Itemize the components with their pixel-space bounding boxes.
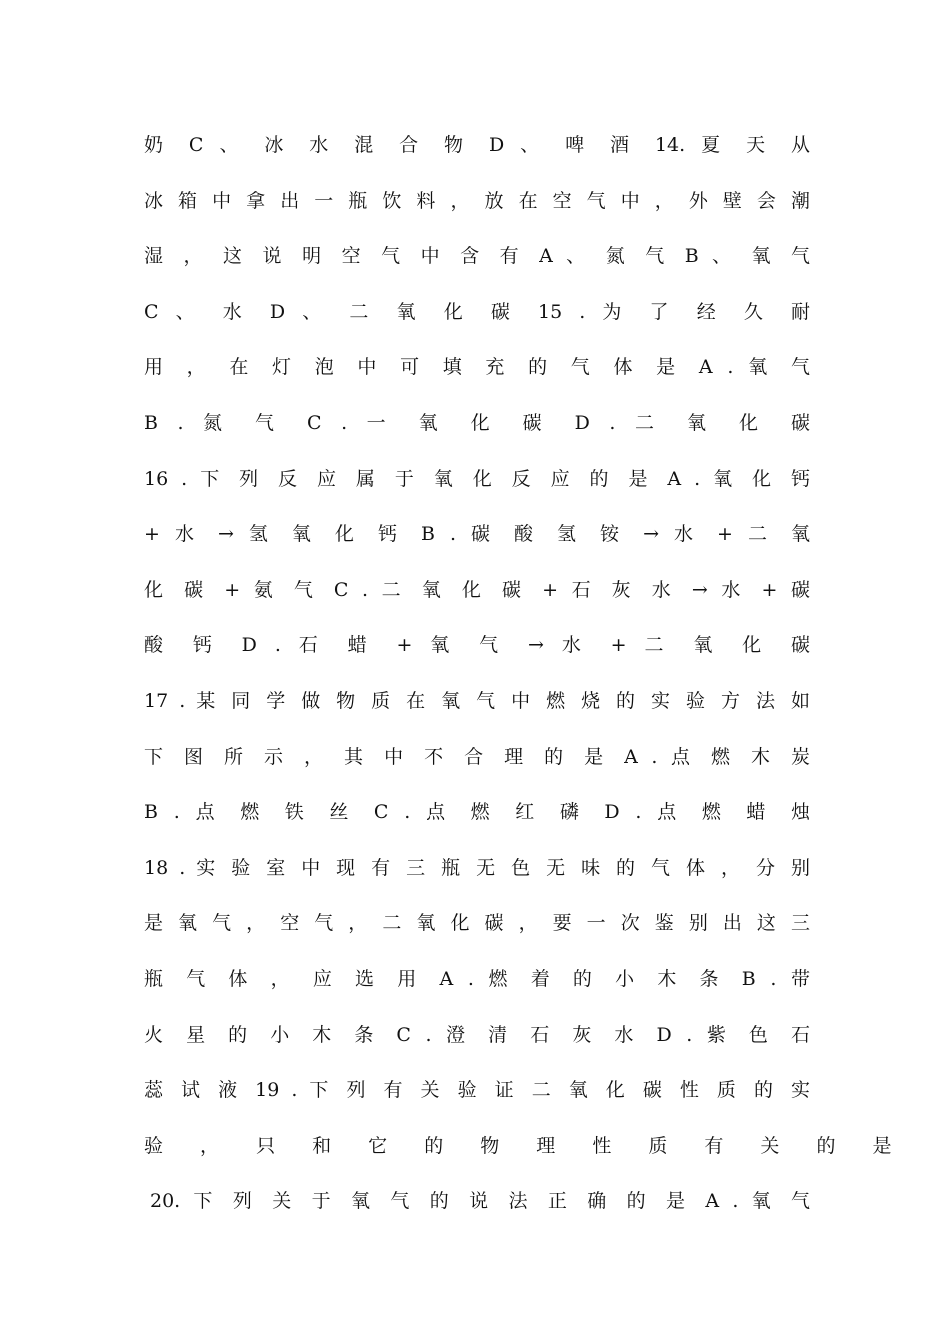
text-line-20: 20. 下 列 关 于 氧 气 的 说 法 正 确 的 是 A . 氧 气 <box>150 1190 810 1212</box>
text-line-1: 奶 C 、 冰 水 混 合 物 D 、 啤 酒 14. 夏 天 从 <box>144 134 810 156</box>
text-line-3: 湿 ， 这 说 明 空 气 中 含 有 A 、 氮 气 B 、 氧 气 <box>144 245 810 267</box>
text-line-2: 冰 箱 中 拿 出 一 瓶 饮 料 ， 放 在 空 气 中 ， 外 壁 会 潮 <box>144 190 810 212</box>
text-line-5: 用 ， 在 灯 泡 中 可 填 充 的 气 体 是 A . 氧 气 <box>144 356 810 378</box>
text-line-16: 瓶 气 体 ， 应 选 用 A . 燃 着 的 小 木 条 B . 带 <box>144 968 810 990</box>
text-line-8: + 水 → 氢 氧 化 钙 B . 碳 酸 氢 铵 → 水 + 二 氧 <box>144 523 810 545</box>
text-line-12: 下 图 所 示 ， 其 中 不 合 理 的 是 A . 点 燃 木 炭 <box>144 746 810 768</box>
text-line-17: 火 星 的 小 木 条 C . 澄 清 石 灰 水 D . 紫 色 石 <box>144 1024 810 1046</box>
text-line-7: 16 . 下 列 反 应 属 于 氧 化 反 应 的 是 A . 氧 化 钙 <box>144 468 810 490</box>
text-line-9: 化 碳 + 氨 气 C . 二 氧 化 碳 + 石 灰 水 → 水 + 碳 <box>144 579 810 601</box>
text-line-6: B . 氮 气 C . 一 氧 化 碳 D . 二 氧 化 碳 <box>144 412 810 434</box>
text-line-4: C 、 水 D 、 二 氧 化 碳 15 . 为 了 经 久 耐 <box>144 301 810 323</box>
text-line-18: 蕊 试 液 19 . 下 列 有 关 验 证 二 氧 化 碳 性 质 的 实 <box>144 1079 810 1101</box>
text-line-13: B . 点 燃 铁 丝 C . 点 燃 红 磷 D . 点 燃 蜡 烛 <box>144 801 810 823</box>
text-line-11: 17 . 某 同 学 做 物 质 在 氧 气 中 燃 烧 的 实 验 方 法 如 <box>144 690 810 712</box>
text-line-10: 酸 钙 D . 石 蜡 + 氧 气 → 水 + 二 氧 化 碳 <box>144 634 810 656</box>
text-line-19: 验 ， 只 和 它 的 物 理 性 质 有 关 的 是 <box>144 1135 908 1157</box>
text-line-15: 是 氧 气 ， 空 气 ， 二 氧 化 碳 ， 要 一 次 鉴 别 出 这 三 <box>144 912 810 934</box>
text-line-14: 18 . 实 验 室 中 现 有 三 瓶 无 色 无 味 的 气 体 ， 分 别 <box>144 857 810 879</box>
